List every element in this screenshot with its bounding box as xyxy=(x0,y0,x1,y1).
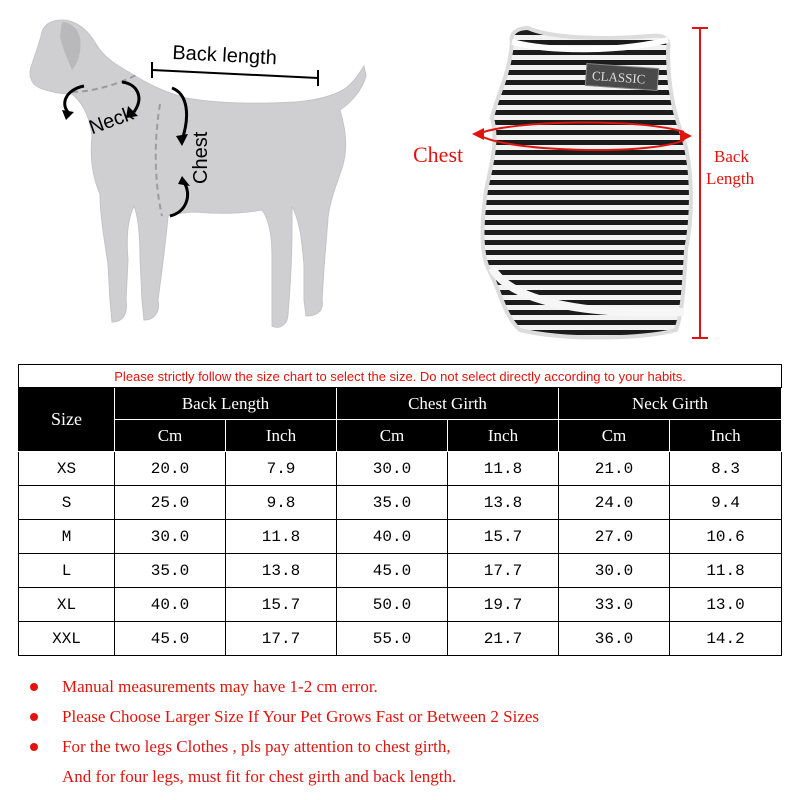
bullet-dot-icon xyxy=(30,743,38,751)
table-cell: 11.8 xyxy=(448,452,559,486)
table-cell: 30.0 xyxy=(115,520,226,554)
note-text: Manual measurements may have 1-2 cm error. xyxy=(62,677,378,696)
classic-tag-text: CLASSIC xyxy=(591,67,646,87)
table-cell: 55.0 xyxy=(337,622,448,656)
shirt-back-label-line1: Back xyxy=(714,147,749,166)
table-cell: 36.0 xyxy=(559,622,670,656)
unit-header: Inch xyxy=(448,420,559,452)
note-item xyxy=(30,732,790,762)
table-cell: 45.0 xyxy=(337,554,448,588)
unit-header: Inch xyxy=(226,420,337,452)
table-cell: 17.7 xyxy=(448,554,559,588)
size-chart-table xyxy=(18,364,782,656)
table-cell: 13.8 xyxy=(448,486,559,520)
table-cell: 24.0 xyxy=(559,486,670,520)
table-row xyxy=(19,486,782,520)
size-cell: S xyxy=(19,486,115,520)
table-row xyxy=(19,554,782,588)
table-cell: 25.0 xyxy=(115,486,226,520)
table-cell: 13.0 xyxy=(670,588,782,622)
shirt-measurement-diagram xyxy=(400,0,800,360)
table-cell: 15.7 xyxy=(448,520,559,554)
note-item xyxy=(30,702,790,732)
neck-arrowhead-left xyxy=(62,110,74,120)
table-row xyxy=(19,622,782,656)
table-cell: 10.6 xyxy=(670,520,782,554)
note-item-continuation xyxy=(30,762,790,792)
table-cell: 13.8 xyxy=(226,554,337,588)
unit-header: Cm xyxy=(115,420,226,452)
table-cell: 15.7 xyxy=(226,588,337,622)
table-cell: 40.0 xyxy=(337,520,448,554)
table-cell: 33.0 xyxy=(559,588,670,622)
size-cell: L xyxy=(19,554,115,588)
note-text: For the two legs Clothes , pls pay attention to chest girth, xyxy=(62,737,451,756)
note-item xyxy=(30,672,790,702)
bullet-dot-icon xyxy=(30,713,38,721)
table-cell: 50.0 xyxy=(337,588,448,622)
measurement-illustrations xyxy=(0,0,800,360)
chest-label: Chest xyxy=(190,131,212,184)
table-cell: 40.0 xyxy=(115,588,226,622)
back-length-label: Back length xyxy=(171,41,278,70)
table-cell: 27.0 xyxy=(559,520,670,554)
table-cell: 9.4 xyxy=(670,486,782,520)
table-cell: 14.2 xyxy=(670,622,782,656)
bullet-dot-icon xyxy=(30,683,38,691)
size-notice: Please strictly follow the size chart to select the size. Do not select directly according to your habits. xyxy=(19,365,782,388)
size-cell: XS xyxy=(19,452,115,486)
table-cell: 35.0 xyxy=(337,486,448,520)
neck-label: Neck xyxy=(86,102,137,140)
chest-ellipse-arrowhead-left xyxy=(472,128,484,140)
size-cell: XXL xyxy=(19,622,115,656)
size-column-header: Size xyxy=(19,388,115,452)
unit-header: Inch xyxy=(670,420,782,452)
table-cell: 30.0 xyxy=(337,452,448,486)
table-cell: 7.9 xyxy=(226,452,337,486)
unit-header: Cm xyxy=(559,420,670,452)
unit-header: Cm xyxy=(337,420,448,452)
table-row xyxy=(19,588,782,622)
shirt-back-label-line2: Length xyxy=(706,169,755,188)
note-text: Please Choose Larger Size If Your Pet Grows Fast or Between 2 Sizes xyxy=(62,707,540,726)
table-cell: 30.0 xyxy=(559,554,670,588)
table-cell: 20.0 xyxy=(115,452,226,486)
table-cell: 21.7 xyxy=(448,622,559,656)
size-cell: M xyxy=(19,520,115,554)
table-cell: 45.0 xyxy=(115,622,226,656)
table-cell: 9.8 xyxy=(226,486,337,520)
dog-measurement-diagram xyxy=(0,0,400,360)
back-length-line xyxy=(152,70,318,78)
table-cell: 19.7 xyxy=(448,588,559,622)
table-cell: 35.0 xyxy=(115,554,226,588)
table-cell: 21.0 xyxy=(559,452,670,486)
note-text: And for four legs, must fit for chest girth and back length. xyxy=(62,767,457,786)
shirt-chest-label: Chest xyxy=(413,142,464,167)
table-row xyxy=(19,452,782,486)
table-cell: 8.3 xyxy=(670,452,782,486)
table-cell: 11.8 xyxy=(226,520,337,554)
table-cell: 11.8 xyxy=(670,554,782,588)
neck-girth-header: Neck Girth xyxy=(559,388,782,420)
back-length-header: Back Length xyxy=(115,388,337,420)
chest-girth-header: Chest Girth xyxy=(337,388,559,420)
size-cell: XL xyxy=(19,588,115,622)
table-cell: 17.7 xyxy=(226,622,337,656)
notes-list xyxy=(30,672,790,792)
table-row xyxy=(19,520,782,554)
